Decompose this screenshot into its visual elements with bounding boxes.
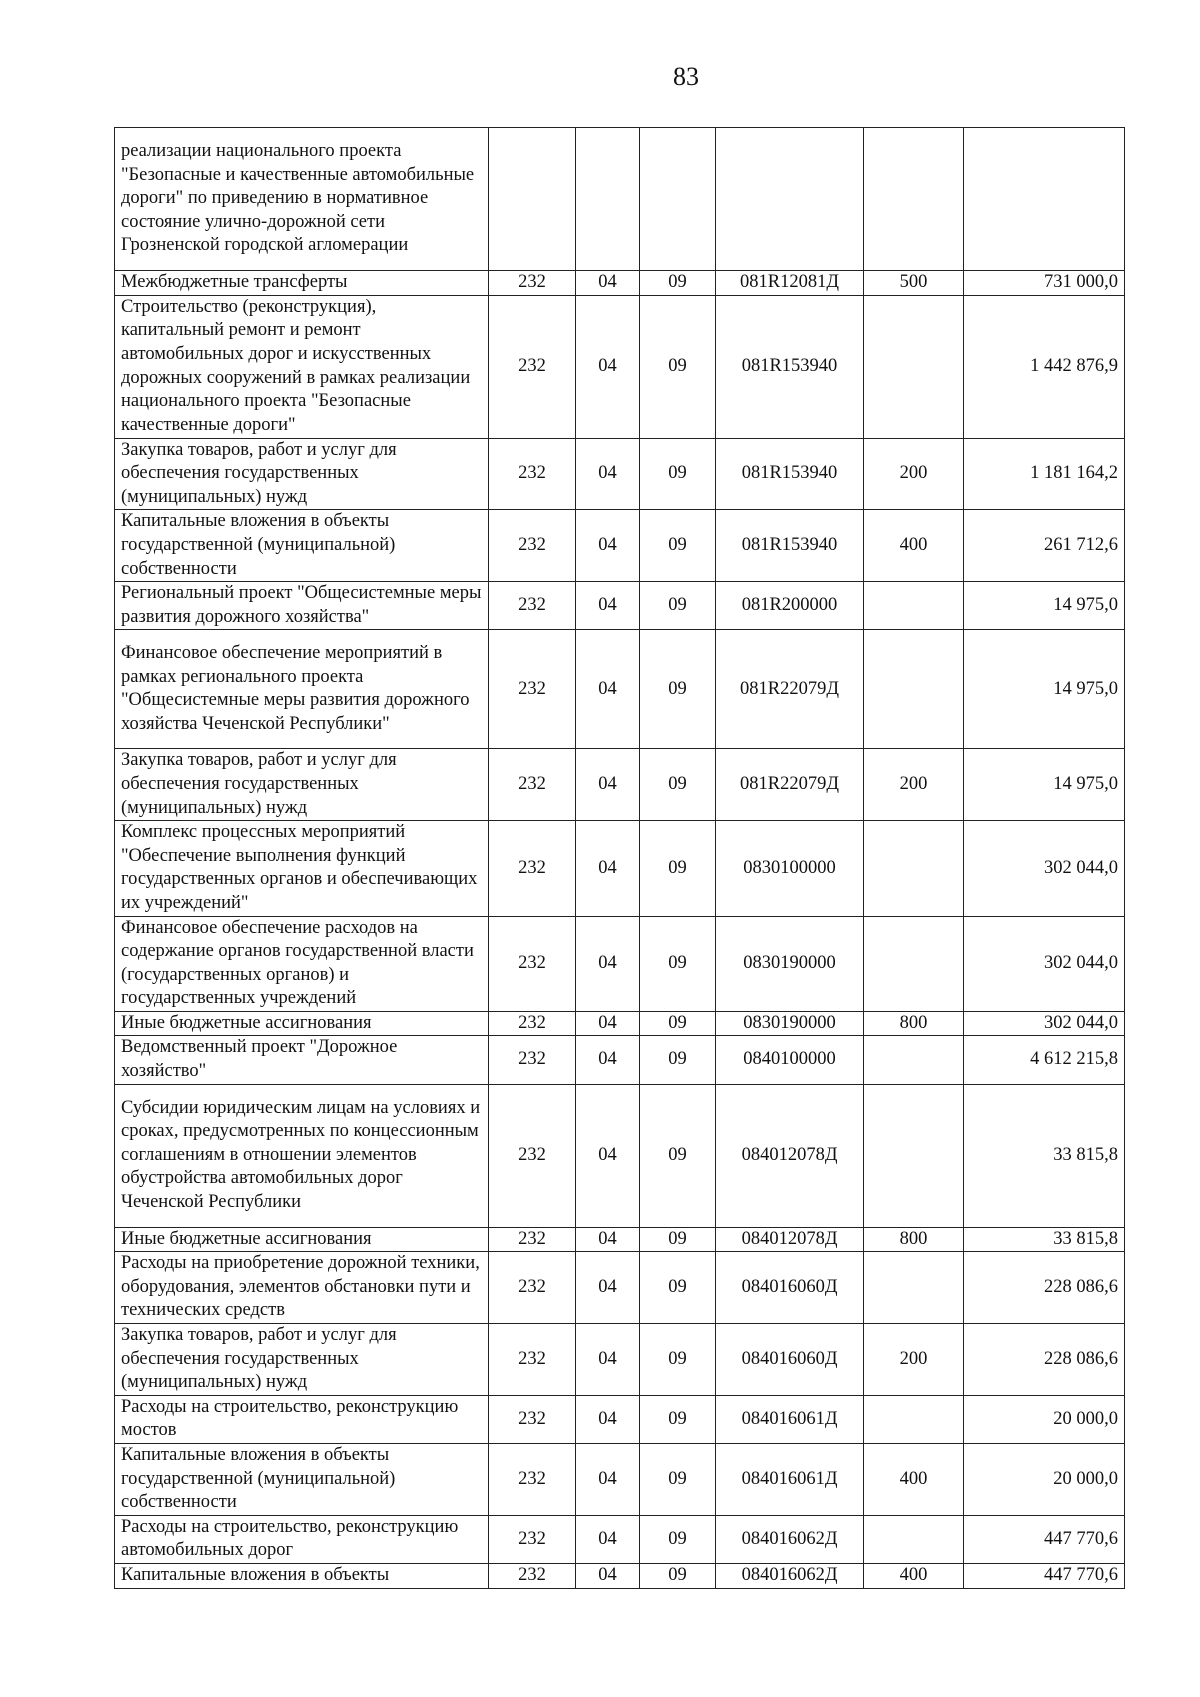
expense-type-code: 400 [864,1563,964,1588]
row-name: Капитальные вложения в объекты [115,1563,489,1588]
target-article-code: 0840100000 [716,1036,864,1084]
section-code: 04 [576,1036,640,1084]
section-code: 04 [576,510,640,582]
ministry-code: 232 [489,582,576,630]
row-name: Ведомственный проект "Дорожное хозяйство" [115,1036,489,1084]
section-code: 04 [576,295,640,438]
amount: 302 044,0 [964,821,1125,916]
amount: 14 975,0 [964,582,1125,630]
target-article-code: 084012078Д [716,1084,864,1227]
row-name: Строительство (реконструкция), капитальный ремонт и ремонт автомобильных дорог и искусственных дорожных сооружений в рамках реализации национального проекта "Безопасные качественные дороги" [115,295,489,438]
amount: 33 815,8 [964,1227,1125,1252]
table-row [115,1011,1125,1036]
amount: 302 044,0 [964,916,1125,1011]
expense-type-code: 400 [864,1444,964,1516]
subsection-code: 09 [640,1395,716,1443]
row-name: Расходы на приобретение дорожной техники, оборудования, элементов обстановки пути и технических средств [115,1252,489,1324]
row-name: Финансовое обеспечение мероприятий в рамках регионального проекта "Общесистемные меры развития дорожного хозяйства Чеченской Республики" [115,630,489,749]
amount: 302 044,0 [964,1011,1125,1036]
amount: 228 086,6 [964,1252,1125,1324]
amount: 14 975,0 [964,630,1125,749]
ministry-code: 232 [489,1324,576,1396]
row-name: Расходы на строительство, реконструкцию автомобильных дорог [115,1515,489,1563]
target-article-code: 0830190000 [716,1011,864,1036]
target-article-code: 084016062Д [716,1515,864,1563]
ministry-code: 232 [489,1084,576,1227]
ministry-code: 232 [489,1563,576,1588]
row-name: Закупка товаров, работ и услуг для обеспечения государственных (муниципальных) нужд [115,749,489,821]
expense-type-code: 200 [864,1324,964,1396]
table-row [115,1324,1125,1396]
amount: 14 975,0 [964,749,1125,821]
section-code [576,128,640,271]
section-code: 04 [576,749,640,821]
page-number: 83 [673,62,699,91]
target-article-code: 084016061Д [716,1444,864,1516]
table-row [115,1515,1125,1563]
table-row [115,1036,1125,1084]
target-article-code: 084016060Д [716,1252,864,1324]
target-article-code: 084012078Д [716,1227,864,1252]
expense-type-code [864,1515,964,1563]
target-article-code: 084016061Д [716,1395,864,1443]
ministry-code: 232 [489,916,576,1011]
amount: 261 712,6 [964,510,1125,582]
subsection-code: 09 [640,1227,716,1252]
subsection-code: 09 [640,749,716,821]
target-article-code: 081R22079Д [716,630,864,749]
ministry-code: 232 [489,1515,576,1563]
amount: 1 181 164,2 [964,438,1125,510]
subsection-code: 09 [640,438,716,510]
subsection-code: 09 [640,1252,716,1324]
expense-type-code: 800 [864,1011,964,1036]
section-code: 04 [576,916,640,1011]
section-code: 04 [576,1252,640,1324]
row-name: Финансовое обеспечение расходов на содержание органов государственной власти (государственных органов) и государственных учреждений [115,916,489,1011]
table-row [115,1252,1125,1324]
table-row [115,1563,1125,1588]
table-row [115,128,1125,271]
ministry-code: 232 [489,630,576,749]
table-row [115,510,1125,582]
section-code: 04 [576,821,640,916]
ministry-code: 232 [489,1395,576,1443]
row-name: Межбюджетные трансферты [115,271,489,296]
row-name: Капитальные вложения в объекты государственной (муниципальной) собственности [115,1444,489,1516]
amount: 228 086,6 [964,1324,1125,1396]
expense-type-code [864,1036,964,1084]
section-code: 04 [576,1395,640,1443]
subsection-code: 09 [640,1011,716,1036]
ministry-code: 232 [489,821,576,916]
row-name: Субсидии юридическим лицам на условиях и сроках, предусмотренных по концессионным соглашениям в отношении элементов обустройства автомобильных дорог Чеченской Республики [115,1084,489,1227]
row-name: Закупка товаров, работ и услуг для обеспечения государственных (муниципальных) нужд [115,1324,489,1396]
ministry-code: 232 [489,1227,576,1252]
table-row [115,582,1125,630]
subsection-code: 09 [640,1515,716,1563]
table-row [115,630,1125,749]
expense-type-code: 500 [864,271,964,296]
section-code: 04 [576,1084,640,1227]
expense-type-code: 200 [864,438,964,510]
expense-type-code: 200 [864,749,964,821]
subsection-code: 09 [640,582,716,630]
table-row [115,749,1125,821]
ministry-code [489,128,576,271]
expense-type-code: 800 [864,1227,964,1252]
ministry-code: 232 [489,1036,576,1084]
expense-type-code [864,1252,964,1324]
section-code: 04 [576,1444,640,1516]
amount: 20 000,0 [964,1395,1125,1443]
row-name: Иные бюджетные ассигнования [115,1011,489,1036]
target-article-code: 081R22079Д [716,749,864,821]
target-article-code [716,128,864,271]
target-article-code: 081R153940 [716,510,864,582]
subsection-code: 09 [640,271,716,296]
ministry-code: 232 [489,295,576,438]
section-code: 04 [576,1227,640,1252]
subsection-code: 09 [640,1324,716,1396]
expense-type-code [864,1395,964,1443]
amount: 731 000,0 [964,271,1125,296]
target-article-code: 081R12081Д [716,271,864,296]
expense-type-code [864,1084,964,1227]
row-name: Региональный проект "Общесистемные меры развития дорожного хозяйства" [115,582,489,630]
section-code: 04 [576,1324,640,1396]
table-row [115,1444,1125,1516]
table-row [115,1084,1125,1227]
amount: 4 612 215,8 [964,1036,1125,1084]
target-article-code: 081R153940 [716,295,864,438]
ministry-code: 232 [489,1252,576,1324]
target-article-code: 081R153940 [716,438,864,510]
subsection-code: 09 [640,916,716,1011]
table-row [115,271,1125,296]
ministry-code: 232 [489,749,576,821]
target-article-code: 081R200000 [716,582,864,630]
table-row [115,1227,1125,1252]
subsection-code: 09 [640,821,716,916]
subsection-code: 09 [640,510,716,582]
amount: 33 815,8 [964,1084,1125,1227]
expense-type-code: 400 [864,510,964,582]
subsection-code: 09 [640,295,716,438]
expense-type-code [864,295,964,438]
table-row [115,1395,1125,1443]
table-row [115,916,1125,1011]
section-code: 04 [576,271,640,296]
subsection-code: 09 [640,1444,716,1516]
row-name: Капитальные вложения в объекты государственной (муниципальной) собственности [115,510,489,582]
section-code: 04 [576,582,640,630]
ministry-code: 232 [489,1011,576,1036]
row-name: Комплекс процессных мероприятий "Обеспечение выполнения функций государственных органов и обеспечивающих их учреждений" [115,821,489,916]
subsection-code [640,128,716,271]
row-name: Закупка товаров, работ и услуг для обеспечения государственных (муниципальных) нужд [115,438,489,510]
section-code: 04 [576,1515,640,1563]
expense-type-code [864,916,964,1011]
row-name: Расходы на строительство, реконструкцию мостов [115,1395,489,1443]
subsection-code: 09 [640,630,716,749]
table-row [115,295,1125,438]
section-code: 04 [576,1563,640,1588]
section-code: 04 [576,1011,640,1036]
ministry-code: 232 [489,510,576,582]
expense-type-code [864,582,964,630]
section-code: 04 [576,630,640,749]
budget-table [114,127,1125,1589]
target-article-code: 084016060Д [716,1324,864,1396]
ministry-code: 232 [489,1444,576,1516]
subsection-code: 09 [640,1563,716,1588]
table-row [115,438,1125,510]
amount: 447 770,6 [964,1515,1125,1563]
target-article-code: 0830100000 [716,821,864,916]
subsection-code: 09 [640,1036,716,1084]
expense-type-code [864,630,964,749]
amount: 20 000,0 [964,1444,1125,1516]
section-code: 04 [576,438,640,510]
row-name: реализации национального проекта "Безопасные и качественные автомобильные дороги" по приведению в нормативное состояние улично-дорожной сети Грозненской городской агломерации [115,128,489,271]
ministry-code: 232 [489,271,576,296]
target-article-code: 084016062Д [716,1563,864,1588]
ministry-code: 232 [489,438,576,510]
expense-type-code [864,821,964,916]
row-name: Иные бюджетные ассигнования [115,1227,489,1252]
amount: 447 770,6 [964,1563,1125,1588]
amount [964,128,1125,271]
subsection-code: 09 [640,1084,716,1227]
target-article-code: 0830190000 [716,916,864,1011]
expense-type-code [864,128,964,271]
amount: 1 442 876,9 [964,295,1125,438]
table-row [115,821,1125,916]
